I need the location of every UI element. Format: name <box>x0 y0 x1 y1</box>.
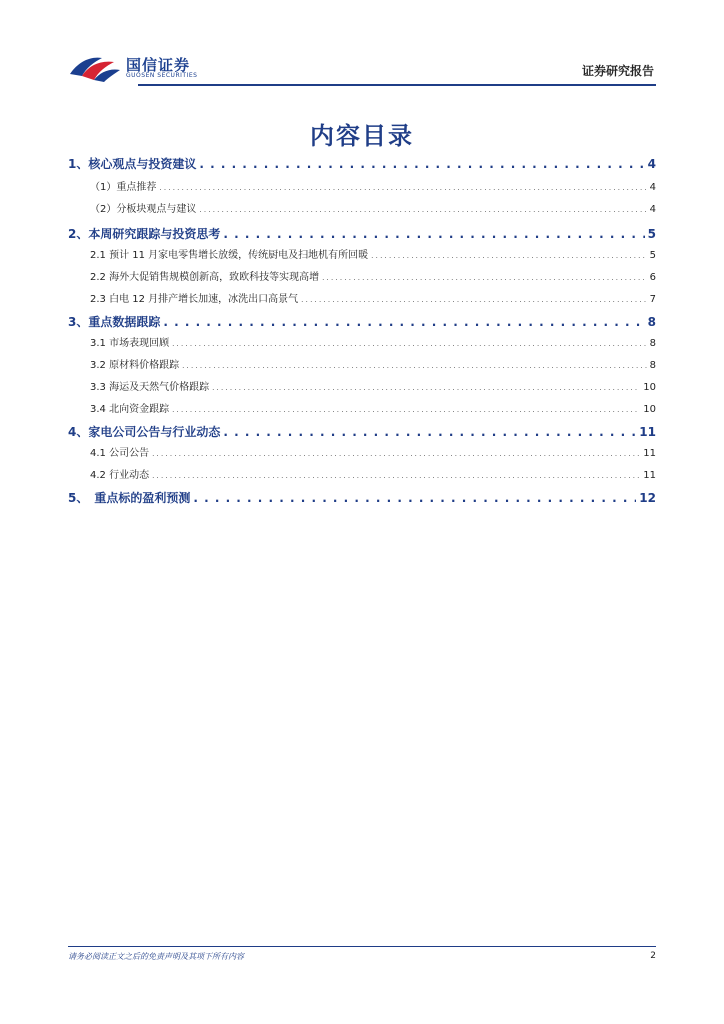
toc-dot-leader <box>322 269 647 287</box>
toc-entry-label: （1）重点推荐 <box>90 182 157 193</box>
toc-entry-label: 2、本周研究跟踪与投资思考 <box>68 227 221 241</box>
toc-subsection-entry[interactable] <box>68 269 656 287</box>
toc-subsection-entry[interactable] <box>68 335 656 353</box>
header-divider <box>138 84 656 86</box>
toc-dot-leader <box>193 489 636 507</box>
toc-entry-label: 2.3 白电 12 月排产增长加速，冰洗出口高景气 <box>90 294 299 305</box>
toc-entry-label: 4.2 行业动态 <box>90 470 150 481</box>
toc-entry-page: 11 <box>643 470 656 481</box>
toc-entry-label: 4、家电公司公告与行业动态 <box>68 425 221 439</box>
toc-entry-page: 8 <box>649 338 656 349</box>
toc-dot-leader <box>159 179 646 197</box>
toc-entry-label: 3.4 北向资金跟踪 <box>90 404 170 415</box>
toc-subsection-entry[interactable] <box>68 357 656 375</box>
toc-dot-leader <box>152 467 640 485</box>
toc-dot-leader <box>182 357 647 375</box>
toc-section-entry[interactable] <box>68 225 656 243</box>
toc-entry-label: （2）分板块观点与建议 <box>90 204 197 215</box>
toc-section-entry[interactable] <box>68 313 656 331</box>
toc-entry-page: 12 <box>639 491 656 505</box>
toc-section-entry[interactable] <box>68 423 656 441</box>
toc-subsection-entry[interactable] <box>68 467 656 485</box>
toc-dot-leader <box>163 313 644 331</box>
toc-entry-label: 3.1 市场表现回顾 <box>90 338 170 349</box>
page-number: 2 <box>650 951 656 961</box>
toc-entry-page: 8 <box>647 315 656 329</box>
toc-subsection-entry[interactable] <box>68 247 656 265</box>
toc-dot-leader <box>301 291 646 309</box>
toc-dot-leader <box>199 155 644 173</box>
toc-entry-label: 3.2 原材料价格跟踪 <box>90 360 180 371</box>
toc-section-entry[interactable] <box>68 155 656 173</box>
toc-entry-label: 2.1 预计 11 月家电零售增长放缓，传统厨电及扫地机有所回暖 <box>90 250 369 261</box>
toc-entry-page: 4 <box>647 157 656 171</box>
toc-entry-page: 4 <box>649 182 656 193</box>
toc-entry-page: 10 <box>643 382 656 393</box>
toc-entry-page: 11 <box>643 448 656 459</box>
page-header <box>68 50 656 84</box>
toc-subsection-entry[interactable] <box>68 179 656 197</box>
brand-name-cn: 国信证券 <box>126 56 191 74</box>
toc-entry-label: 1、核心观点与投资建议 <box>68 157 197 171</box>
toc-entry-page: 8 <box>649 360 656 371</box>
toc-dot-leader <box>172 401 640 419</box>
toc-dot-leader <box>152 445 640 463</box>
toc-section-entry[interactable] <box>68 489 656 507</box>
toc-subsection-entry[interactable] <box>68 379 656 397</box>
toc-dot-leader <box>223 423 636 441</box>
toc-subsection-entry[interactable] <box>68 201 656 219</box>
toc-entry-page: 10 <box>643 404 656 415</box>
toc-entry-label: 2.2 海外大促销售规模创新高，致欧科技等实现高增 <box>90 272 320 283</box>
toc-entry-page: 5 <box>647 227 656 241</box>
toc-dot-leader <box>212 379 640 397</box>
toc-entry-page: 4 <box>649 204 656 215</box>
toc-subsection-entry[interactable] <box>68 291 656 309</box>
toc-entry-page: 5 <box>649 250 656 261</box>
footer-divider <box>68 946 656 947</box>
brand-name-en: GUOSEN SECURITIES <box>126 72 198 79</box>
report-type-label: 证券研究报告 <box>581 64 654 78</box>
toc-entry-page: 7 <box>649 294 656 305</box>
toc-entry-label: 3、重点数据跟踪 <box>68 315 161 329</box>
toc-dot-leader <box>223 225 644 243</box>
toc-dot-leader <box>371 247 646 265</box>
footer-disclaimer: 请务必阅读正文之后的免责声明及其项下所有内容 <box>68 952 244 961</box>
toc-entry-label: 5、 重点标的盈利预测 <box>68 491 191 505</box>
toc-entry-page: 6 <box>649 272 656 283</box>
toc-entry-page: 11 <box>639 425 656 439</box>
guosen-logo-icon <box>68 52 122 82</box>
toc-entry-label: 3.3 海运及天然气价格跟踪 <box>90 382 210 393</box>
toc-dot-leader <box>199 201 646 219</box>
toc-subsection-entry[interactable] <box>68 401 656 419</box>
toc-title: 内容目录 <box>310 122 414 150</box>
toc-dot-leader <box>172 335 647 353</box>
toc-entry-label: 4.1 公司公告 <box>90 448 150 459</box>
toc-subsection-entry[interactable] <box>68 445 656 463</box>
guosen-logo <box>68 50 228 84</box>
